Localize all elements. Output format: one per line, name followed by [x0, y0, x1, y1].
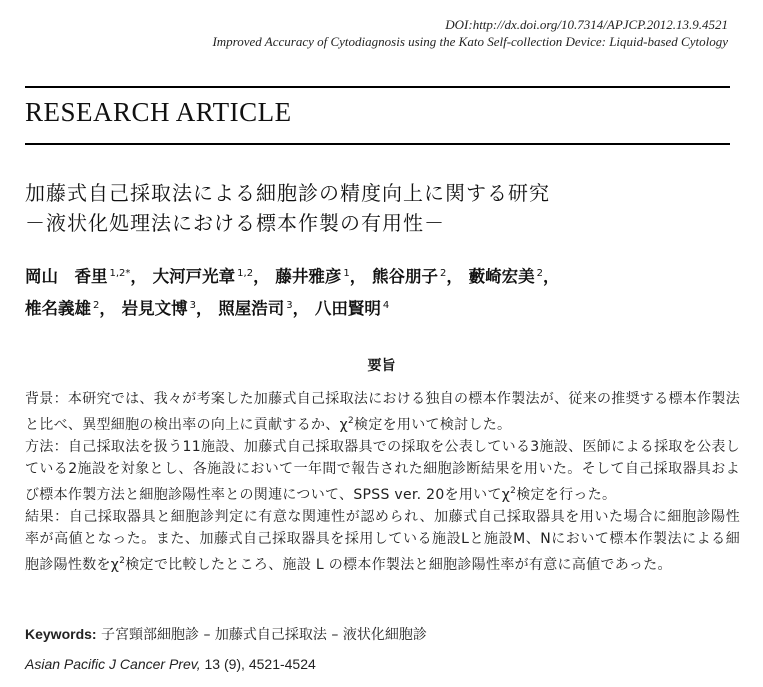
section-label: RESEARCH ARTICLE — [25, 97, 292, 127]
abstract-results: 結果：自己採取器具と細胞診判定に有意な関連性が認められ、加藤式自己採取器具を用いた場合に細胞診陽性率が高値となった。また、加藤式自己採取器具を採用している施設Lと施設M、Nにおいて標本作製法による細胞診陽性数を$\chi^2$検定で比較したところ、施設 L の標本作製法と細胞診陽性率が有意に高値であった。 — [25, 509, 740, 573]
author-name: 藤井雅彦 — [275, 267, 342, 286]
citation — [25, 656, 316, 672]
keywords-label: Keywords: — [25, 626, 97, 642]
author-name: 藪崎宏美 — [468, 267, 535, 286]
abstract-body — [25, 388, 740, 576]
author-separator: ， — [130, 267, 147, 286]
author-separator: ， — [253, 267, 270, 286]
author-separator: ， — [99, 299, 116, 318]
author — [153, 267, 253, 286]
author — [25, 267, 130, 286]
author-name: 岡山 香里 — [25, 267, 108, 286]
author-affiliation: 2 — [439, 268, 447, 279]
author-affiliation: 1,2* — [109, 268, 131, 279]
author-affiliation: 1,2 — [237, 268, 254, 279]
top-rule — [25, 86, 730, 88]
abstract-methods: 方法：自己採取法を扱う11施設、加藤式自己採取器具での採取を公表している3施設、医師による採取を公表している2施設を対象とし、各施設において一年間で報告された細胞診断結果を用いた。そして自己採取器具および標本作製方法と細胞診陽性率との関連について、SPSS ver. 20を用いて$\chi^2$検定を行った。 — [25, 439, 740, 503]
author-affiliation: 3 — [189, 300, 196, 311]
author-affiliation: 2 — [93, 300, 100, 311]
citation-details: 13 (9), 4521-4524 — [204, 656, 316, 672]
doi-link[interactable]: DOI:http://dx.doi.org/10.7314/APJCP.2012.13.9.4521 — [445, 17, 728, 32]
abstract-background: 背景：本研究では、我々が考案した加藤式自己採取法における独自の標本作製法が、従来の推奨する標本作製法と比べ、異型細胞の検出率の向上に貢献するか、$\chi^2$検定を用いて検討した。 — [25, 391, 740, 433]
author-separator: ， — [446, 267, 463, 286]
title-line-2: －液状化処理法における標本作製の有用性－ — [25, 211, 445, 235]
author-separator: ， — [196, 299, 213, 318]
author-name: 八田賢明 — [314, 299, 381, 318]
abstract-heading: 要旨 — [367, 358, 396, 374]
author-affiliation: 1 — [343, 268, 350, 279]
author — [469, 267, 543, 286]
author-name: 大河戸光章 — [152, 267, 236, 286]
author-affiliation: 2 — [536, 268, 543, 279]
author-name: 岩見文博 — [121, 299, 188, 318]
author-affiliation: 3 — [286, 300, 293, 311]
bottom-rule — [25, 143, 730, 145]
author — [275, 267, 349, 286]
author-line-1 — [25, 259, 745, 291]
author-list — [25, 259, 745, 323]
author — [25, 299, 99, 318]
keywords-text: 子宮頸部細胞診 – 加藤式自己採取法 – 液状化細胞診 — [101, 627, 427, 643]
author-name: 椎名義雄 — [25, 299, 91, 318]
author-affiliation: 4 — [382, 300, 390, 311]
author — [372, 267, 446, 286]
title-line-1: 加藤式自己採取法による細胞診の精度向上に関する研究 — [25, 181, 550, 205]
author — [315, 299, 389, 318]
running-title: Improved Accuracy of Cytodiagnosis using the Kato Self-collection Device: Liquid-based Cytology — [212, 34, 728, 49]
keywords — [25, 624, 427, 644]
author-line-2 — [25, 291, 745, 323]
author-name: 熊谷朋子 — [371, 267, 438, 286]
author — [218, 299, 292, 318]
author-name: 照屋浩司 — [218, 299, 285, 318]
running-header — [212, 16, 728, 50]
author — [122, 299, 196, 318]
citation-journal: Asian Pacific J Cancer Prev, — [25, 656, 201, 672]
author-separator: ， — [542, 267, 560, 286]
article-title — [25, 178, 735, 238]
author-separator: ， — [349, 267, 367, 286]
author-separator: ， — [292, 299, 310, 318]
